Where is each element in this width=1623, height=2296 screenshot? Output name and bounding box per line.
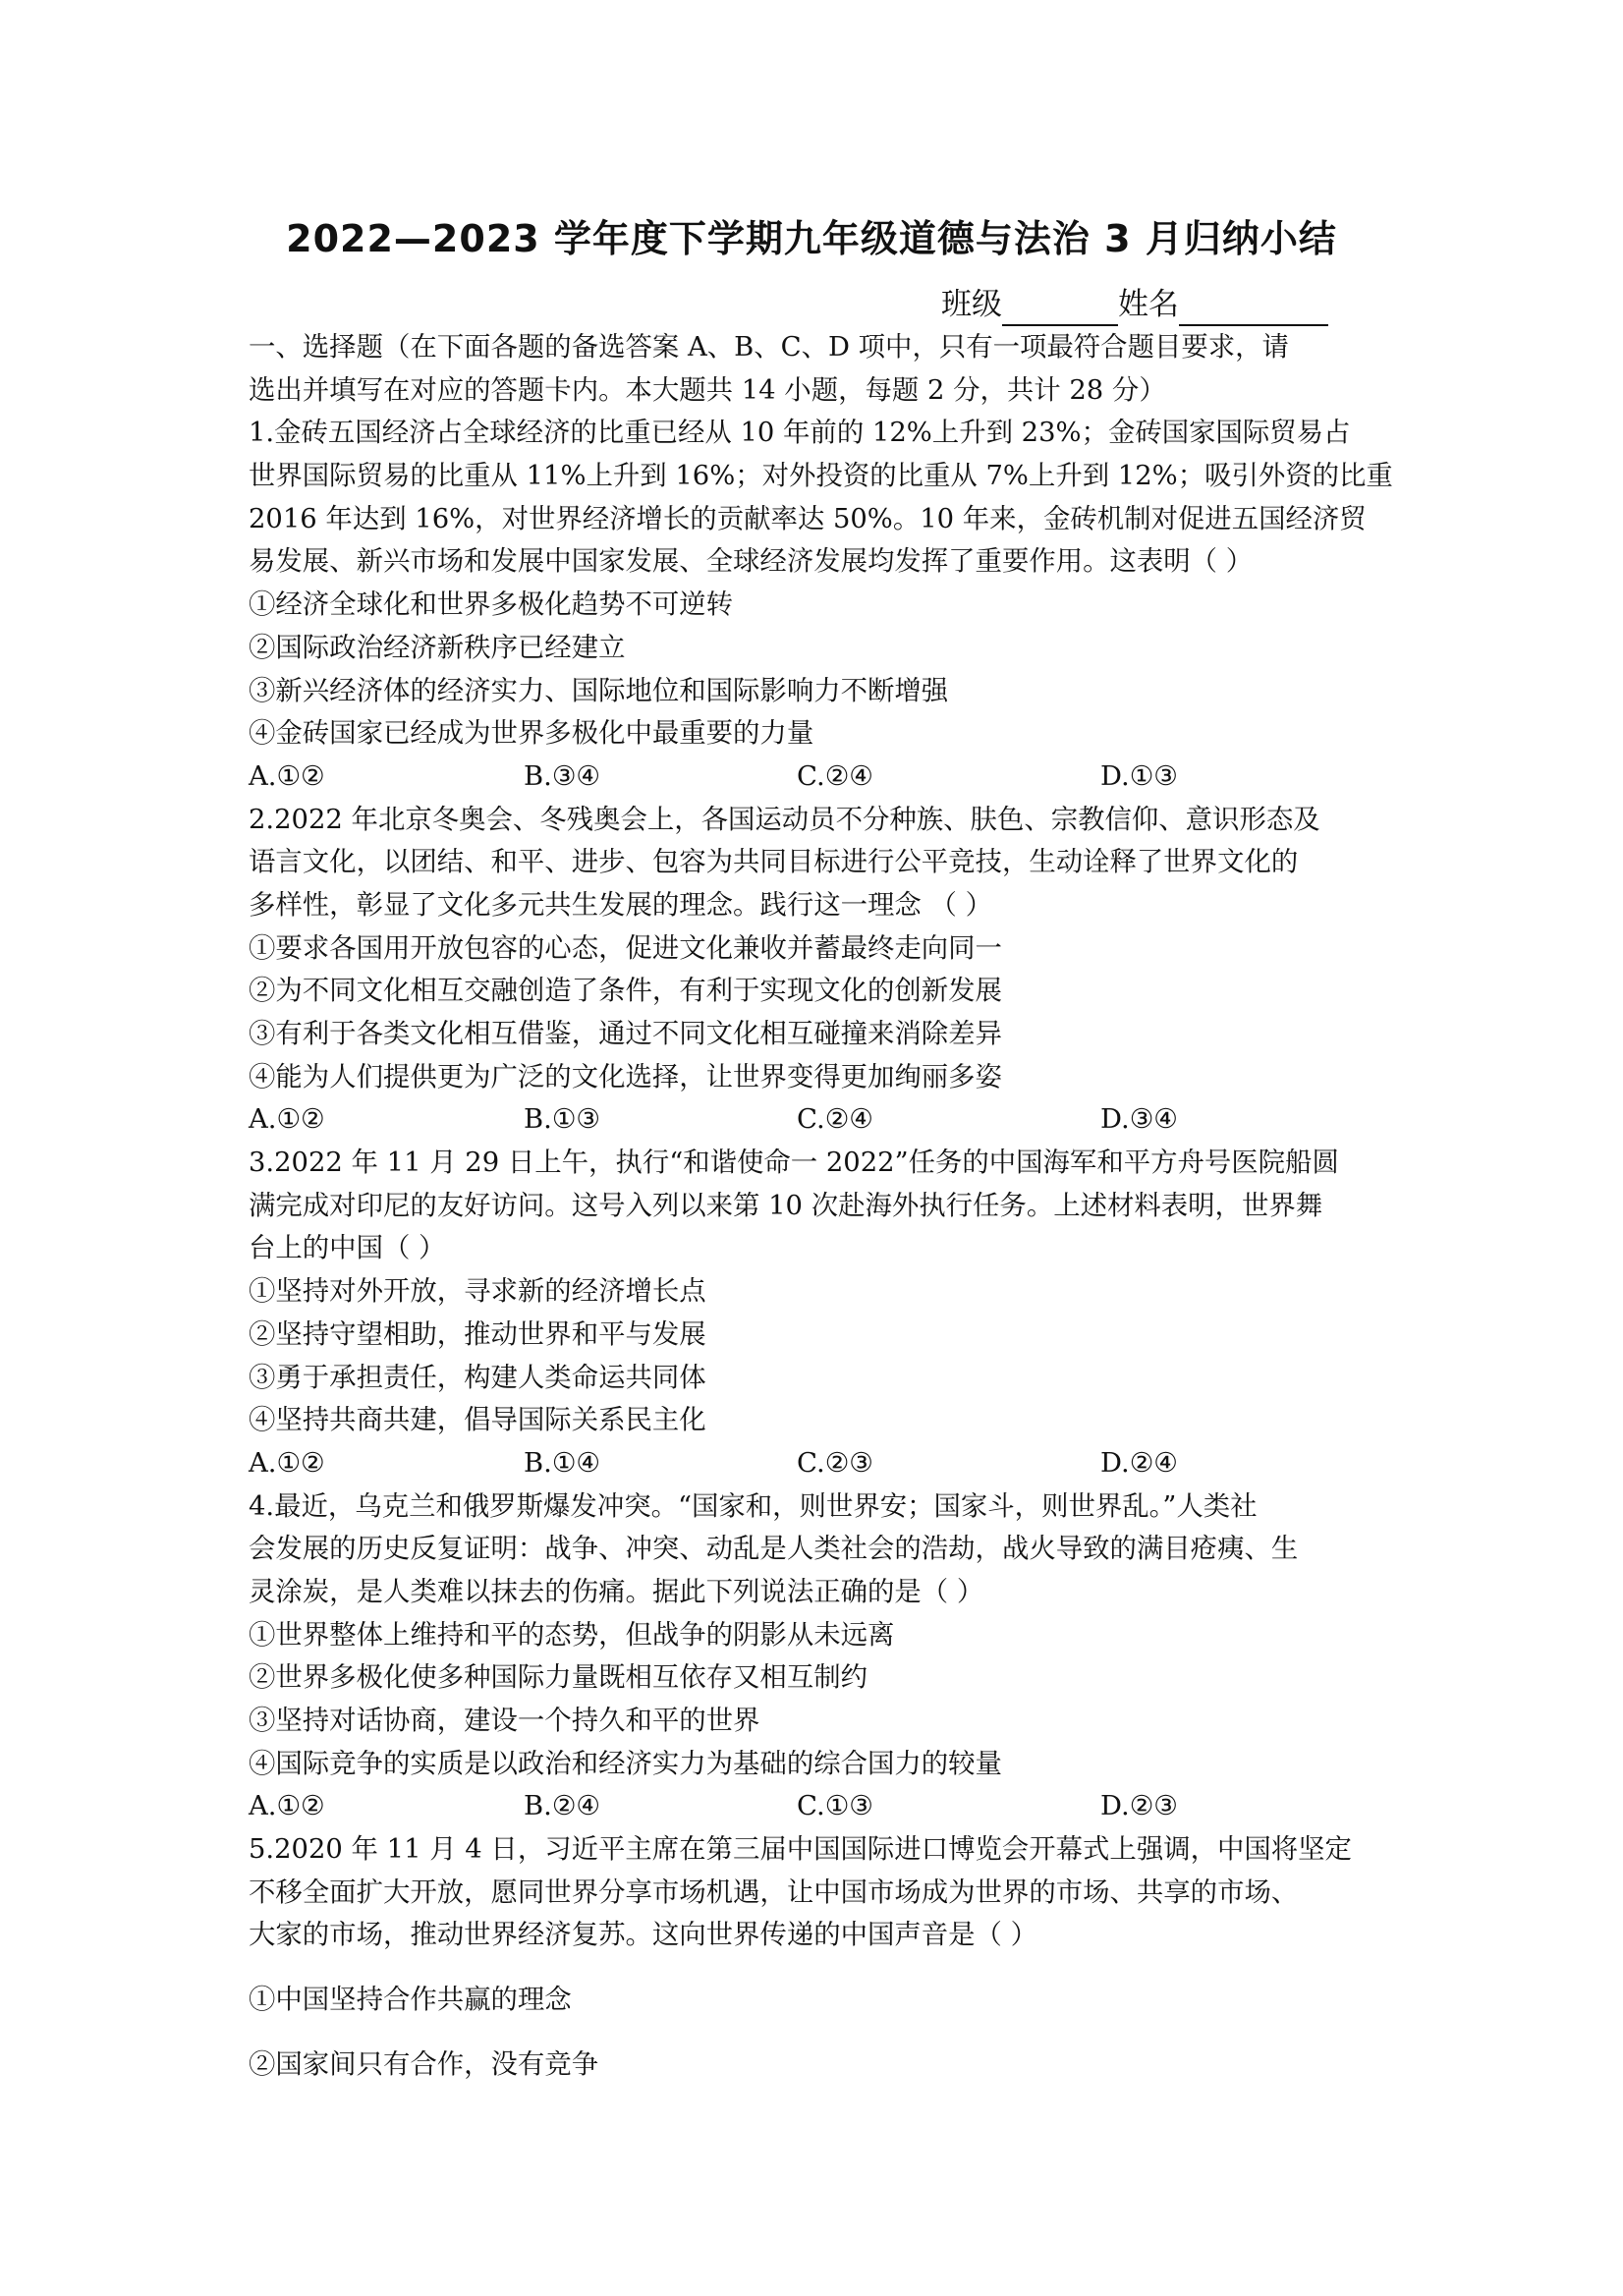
answer-options [249,1098,1394,1142]
question-stem-line: 2016 年达到 16%，对世界经济增长的贡献率达 50%。10 年来，金砖机制对促进五国经济贸 [249,503,1367,534]
class-label: 班级 [941,287,1002,322]
option-d[interactable]: D.②④ [1100,1447,1178,1479]
option-b[interactable]: B.①④ [524,1447,600,1479]
statement-item: ④国际竞争的实质是以政治和经济实力为基础的综合国力的较量 [249,1748,1002,1779]
question-stem-line: 1.金砖五国经济占全球经济的比重已经从 10 年前的 12%上升到 23%；金砖国家国际贸易占 [249,418,1351,449]
name-label: 姓名 [1118,287,1179,322]
question-stem-line: 满完成对印尼的友好访问。这号入列以来第 10 次赴海外执行任务。上述材料表明，世界舞 [249,1190,1323,1221]
option-b[interactable]: B.①③ [524,1104,600,1136]
option-b[interactable]: B.②④ [524,1791,600,1822]
option-a[interactable]: A.①② [249,1104,325,1136]
question-stem-line: 5.2020 年 11 月 4 日，习近平主席在第三届中国国际进口博览会开幕式上强调，中国将坚定 [249,1834,1352,1866]
question-stem-line: 多样性，彰显了文化多元共生发展的理念。践行这一理念 （ ） [249,889,992,921]
question-1 [249,412,1394,798]
question-4 [249,1485,1394,1829]
spacer [249,1957,1394,1979]
section-instruction-line: 一、选择题（在下面各题的备选答案 A、B、C、D 项中，只有一项最符合题目要求，请 [249,332,1289,363]
option-a[interactable]: A.①② [249,1447,325,1479]
option-c[interactable]: C.②④ [797,760,873,792]
class-name-fields [941,283,1328,326]
spacer [249,2022,1394,2044]
question-stem-line: 大家的市场，推动世界经济复苏。这向世界传递的中国声音是（ ） [249,1920,1038,1951]
question-stem-line: 世界国际贸易的比重从 11%上升到 16%；对外投资的比重从 7%上升到 12%；吸引外资的比重 [249,461,1393,492]
page-title: 2022—2023 学年度下学期九年级道德与法治 3 月归纳小结 [286,217,1337,260]
option-c[interactable]: C.①③ [797,1791,873,1822]
statement-item: ③勇于承担责任，构建人类命运共同体 [249,1362,706,1393]
statement-item: ①中国坚持合作共赢的理念 [249,1985,572,2016]
question-content [249,326,1394,2087]
question-stem-line: 易发展、新兴市场和发展中国家发展、全球经济发展均发挥了重要作用。这表明（ ） [249,546,1254,578]
question-3 [249,1142,1394,1485]
question-5 [249,1828,1394,2086]
statement-item: ④坚持共商共建，倡导国际关系民主化 [249,1405,706,1436]
statement-item: ③有利于各类文化相互借鉴，通过不同文化相互碰撞来消除差异 [249,1019,1002,1049]
option-d[interactable]: D.①③ [1100,760,1178,792]
question-stem-line: 不移全面扩大开放，愿同世界分享市场机遇，让中国市场成为世界的市场、共享的市场、 [249,1876,1299,1908]
answer-options [249,1785,1394,1828]
name-blank[interactable] [1179,289,1328,326]
question-stem-line: 台上的中国（ ） [249,1233,446,1264]
statement-item: ②国家间只有合作，没有竞争 [249,2048,599,2080]
statement-item: ③坚持对话协商，建设一个持久和平的世界 [249,1706,760,1736]
option-c[interactable]: C.②③ [797,1447,873,1479]
statement-item: ②坚持守望相助，推动世界和平与发展 [249,1318,706,1350]
statement-item: ④能为人们提供更为广泛的文化选择，让世界变得更加绚丽多姿 [249,1061,1002,1092]
option-d[interactable]: D.③④ [1100,1104,1178,1136]
statement-item: ①经济全球化和世界多极化趋势不可逆转 [249,589,734,621]
option-b[interactable]: B.③④ [524,760,600,792]
statement-item: ①要求各国用开放包容的心态，促进文化兼收并蓄最终走向同一 [249,932,1002,964]
question-2 [249,799,1394,1143]
statement-item: ④金砖国家已经成为世界多极化中最重要的力量 [249,718,814,750]
question-stem-line: 会发展的历史反复证明：战争、冲突、动乱是人类社会的浩劫，战火导致的满目疮痍、生 [249,1534,1299,1565]
option-a[interactable]: A.①② [249,760,325,792]
option-d[interactable]: D.②③ [1100,1791,1178,1822]
statement-item: ①坚持对外开放，寻求新的经济增长点 [249,1276,706,1308]
class-blank[interactable] [1002,289,1118,326]
answer-options [249,756,1394,799]
section-instruction-line: 选出并填写在对应的答题卡内。本大题共 14 小题，每题 2 分，共计 28 分） [249,374,1166,406]
option-a[interactable]: A.①② [249,1791,325,1822]
statement-item: ②世界多极化使多种国际力量既相互依存又相互制约 [249,1662,867,1694]
statement-item: ②国际政治经济新秩序已经建立 [249,632,626,663]
question-stem-line: 2.2022 年北京冬奥会、冬残奥会上，各国运动员不分种族、肤色、宗教信仰、意识形态及 [249,804,1320,835]
statement-item: ①世界整体上维持和平的态势，但战争的阴影从未远离 [249,1619,895,1651]
question-stem-line: 3.2022 年 11 月 29 日上午，执行“和谐使命一 2022”任务的中国海军和平方舟号医院船圆 [249,1148,1339,1179]
statement-item: ②为不同文化相互交融创造了条件，有利于实现文化的创新发展 [249,976,1002,1007]
statement-item: ③新兴经济体的经济实力、国际地位和国际影响力不断增强 [249,675,949,706]
question-stem-line: 灵涂炭，是人类难以抹去的伤痛。据此下列说法正确的是（ ） [249,1576,984,1607]
question-stem-line: 4.最近，乌克兰和俄罗斯爆发冲突。“国家和，则世界安；国家斗，则世界乱。”人类社 [249,1490,1258,1522]
answer-options [249,1442,1394,1485]
question-stem-line: 语言文化，以团结、和平、进步、包容为共同目标进行公平竞技，生动诠释了世界文化的 [249,847,1299,878]
option-c[interactable]: C.②④ [797,1104,873,1136]
